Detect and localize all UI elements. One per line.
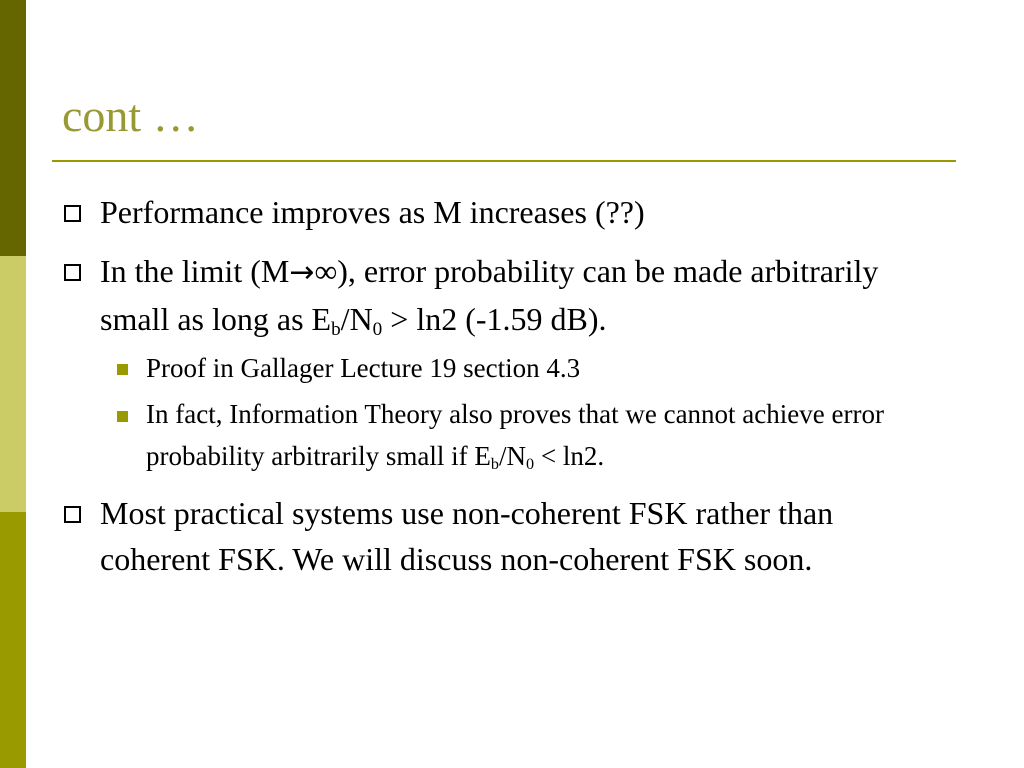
subbullet-item bbox=[146, 393, 936, 477]
filled-square-bullet-icon bbox=[117, 364, 128, 375]
subbullet-item bbox=[146, 346, 946, 390]
slide-title: cont … bbox=[62, 90, 199, 141]
bullet-text: ∞), error probability can be made arbitrarily small as long as E bbox=[100, 253, 879, 337]
right-arrow-icon: → bbox=[289, 255, 315, 290]
subbullet-text: < ln2. bbox=[534, 441, 605, 471]
subscript: 0 bbox=[526, 455, 535, 474]
hollow-square-bullet-icon bbox=[64, 205, 81, 222]
title-divider bbox=[52, 160, 956, 162]
hollow-square-bullet-icon bbox=[64, 506, 81, 523]
subscript: 0 bbox=[372, 318, 383, 340]
sidebar-segment-top bbox=[0, 0, 26, 256]
bullet-text: /N bbox=[340, 301, 373, 337]
subbullet-text: In fact, Information Theory also proves that we cannot achieve error probability arbitrarily small if E bbox=[146, 399, 884, 471]
bullet-item bbox=[100, 490, 950, 582]
bullet-item bbox=[100, 189, 980, 235]
sidebar-segment-middle bbox=[0, 256, 26, 512]
subscript: b bbox=[490, 455, 500, 474]
hollow-square-bullet-icon bbox=[64, 264, 81, 281]
subscript: b bbox=[331, 318, 341, 340]
subbullet-text: Proof in Gallager Lecture 19 section 4.3 bbox=[146, 353, 581, 383]
bullet-text: Most practical systems use non-coherent FSK rather than coherent FSK. We will discuss non-coherent FSK soon. bbox=[100, 495, 834, 577]
subbullet-text: /N bbox=[499, 441, 527, 471]
bullet-text: In the limit (M bbox=[100, 253, 290, 289]
bullet-text: > ln2 (-1.59 dB). bbox=[382, 301, 607, 337]
bullet-item bbox=[100, 248, 940, 342]
bullet-text: Performance improves as M increases (??) bbox=[100, 194, 645, 230]
filled-square-bullet-icon bbox=[117, 411, 128, 422]
sidebar-segment-bottom bbox=[0, 512, 26, 768]
